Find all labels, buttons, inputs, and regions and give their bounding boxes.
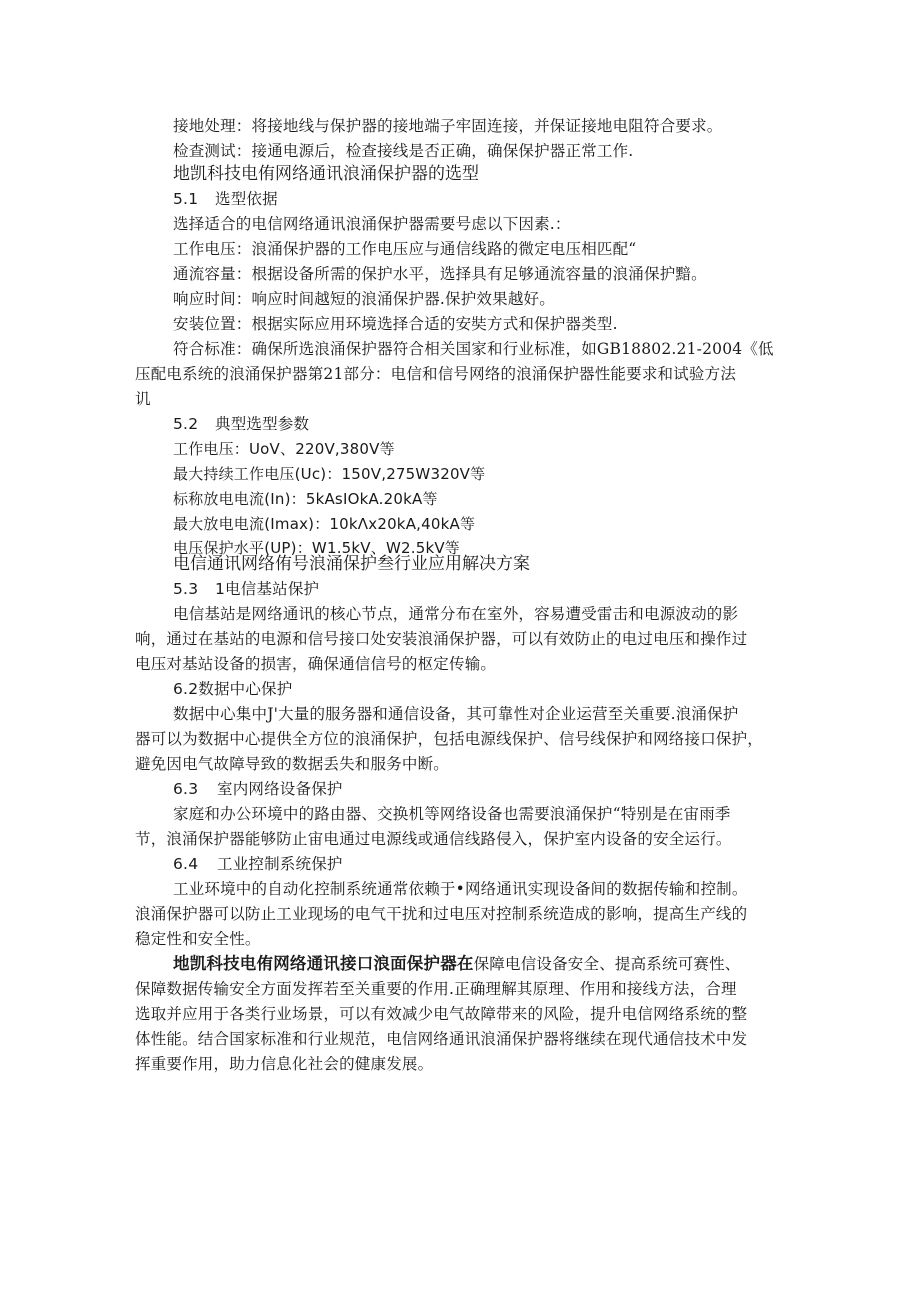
selection-intro: 选择适合的电信网络通讯浪涌保护器需要号虑以下因素.： xyxy=(173,215,571,233)
paragraph-line: 保障数据传输安全方面发挥若至关重要的作用.正确理解其原理、作用和接线方法，合理 xyxy=(135,980,737,998)
grounding-step: 接地处理：将接地线与保护器的接地端子牢固连接，并保证接地电阻符合要求。 xyxy=(173,117,723,135)
subsection-6-3-heading xyxy=(173,779,343,799)
criterion-item: 通流容量：根据设备所需的保护水平，选择具有足够通流容量的浪涌保护黯。 xyxy=(173,265,707,283)
paragraph-line: 器可以为数据中心提供全方位的浪涌保护，包括电源线保护、信号线保护和网络接口保护， xyxy=(135,730,764,748)
parameter-item: 电压保护水平(UP)：W1.5kV、W2.5kV等 xyxy=(173,539,460,557)
subsection-number: 5.2 xyxy=(173,415,199,433)
subsection-5-2-heading xyxy=(173,414,309,434)
subsection-title: 1电信基站保护 xyxy=(215,580,320,598)
paragraph-line: 避免因电气故障导致的数据丢失和服务中断。 xyxy=(135,755,450,773)
paragraph-line: 家庭和办公环境中的路由器、交换机等网络设备也需要浪涌保护“特别是在宙雨季 xyxy=(173,805,731,823)
subsection-6-2-heading: 6.2数据中心保护 xyxy=(173,680,293,698)
subsection-number: 5.3 xyxy=(173,580,199,598)
criterion-item: 响应时间：响应时间越短的浪涌保护器.保护效果越好。 xyxy=(173,290,555,308)
paragraph-line: 选取并应用于各类行业场景，可以有效减少电气故障带来的风险，提升电信网络系统的整 xyxy=(135,1005,748,1023)
subsection-number: 5.1 xyxy=(173,190,199,208)
paragraph-line: 挥重要作用，助力信息化社会的健康发展。 xyxy=(135,1055,434,1073)
subsection-title: 工业控制系统保护 xyxy=(217,855,343,873)
paragraph-line: 工业环境中的自动化控制系统通常依赖于•网络通讯实现设备间的数据传输和控制。 xyxy=(173,880,748,898)
section-6-heading: 电信通讯网络侑号浪涌保护叁行业应用解决方案 xyxy=(173,554,530,574)
subsection-title: 选型依据 xyxy=(215,190,278,208)
paragraph-line: 数据中心集中J'大量的服务器和通信设备，其可靠性对企业运营至关重要.浪涌保护 xyxy=(173,705,739,723)
parameter-item: 标称放电电流(In)：5kAsIOkA.20kA等 xyxy=(173,490,438,508)
paragraph-line: 浪涌保护器可以防止工业现场的电气干扰和过电压对控制系统造成的影响，提高生产线的 xyxy=(135,905,748,923)
parameter-item: 最大持续工作电压(Uc)：150V,275W320V等 xyxy=(173,465,486,483)
subsection-title: 典型选型参数 xyxy=(215,415,310,433)
conclusion-first-line xyxy=(173,954,741,974)
paragraph-line: 体性能。结合国家标准和行业规范，电信网络通讯浪涌保护器将继续在现代通信技术中发 xyxy=(135,1030,748,1048)
subsection-number: 6.4 xyxy=(173,855,199,873)
subsection-5-1-heading xyxy=(173,189,278,209)
subsection-number: 6.3 xyxy=(173,780,199,798)
parameter-item: 工作电压：UoV、220V,380V等 xyxy=(173,440,395,458)
subsection-6-1-heading xyxy=(173,579,319,599)
conclusion-lead-bold: 地凯科技电侑网络通讯接口浪面保护器在 xyxy=(173,954,474,973)
standard-line: 符合标准：确保所选浪涌保护器符合相关国家和行业标准，如GB18802.21-2004《低 xyxy=(173,340,774,358)
criterion-item: 工作电压：浪涌保护器的工作电压应与通信线路的微定电压相匹配“ xyxy=(173,240,637,258)
paragraph-line: 稳定性和安全性。 xyxy=(135,930,261,948)
paragraph-line: 响，通过在基站的电源和信号接口处安装浪涌保护器，可以有效防止的电过电压和操作过 xyxy=(135,630,748,648)
standard-line: 压配电系统的浪涌保护器第21部分：电信和信号网络的浪涌保护器性能要求和试验方法 xyxy=(135,365,737,383)
parameter-item: 最大放电电流(Imax)：10kΛx20kA,40kA等 xyxy=(173,515,476,533)
subsection-title: 室内网络设备保护 xyxy=(217,780,343,798)
paragraph-line: 电压对基站设备的损害，确保通信信号的枢定传输。 xyxy=(135,655,497,673)
criterion-item: 安装位置：根据实际应用环境选择合适的安奘方式和保护器类型. xyxy=(173,315,618,333)
subsection-6-4-heading xyxy=(173,854,343,874)
testing-step: 检查测试：接通电源后，检查接线是否正确，确保保护器正常工作. xyxy=(173,142,634,160)
paragraph-line: 节，浪涌保护器能够防止宙电通过电源线或通信线路侵入，保护室内设备的安全运行。 xyxy=(135,830,732,848)
section-5-heading: 地凯科技电侑网络通讯浪涌保护器的选型 xyxy=(173,164,479,184)
conclusion-lead-rest: 保障电信设备安全、提高系统可赛性、 xyxy=(473,955,741,973)
paragraph-line: 电信基站是网络通讯的核心节点，通常分布在室外，容易遭受雷击和电源波动的影 xyxy=(173,605,739,623)
standard-line: 讥 xyxy=(135,390,151,408)
